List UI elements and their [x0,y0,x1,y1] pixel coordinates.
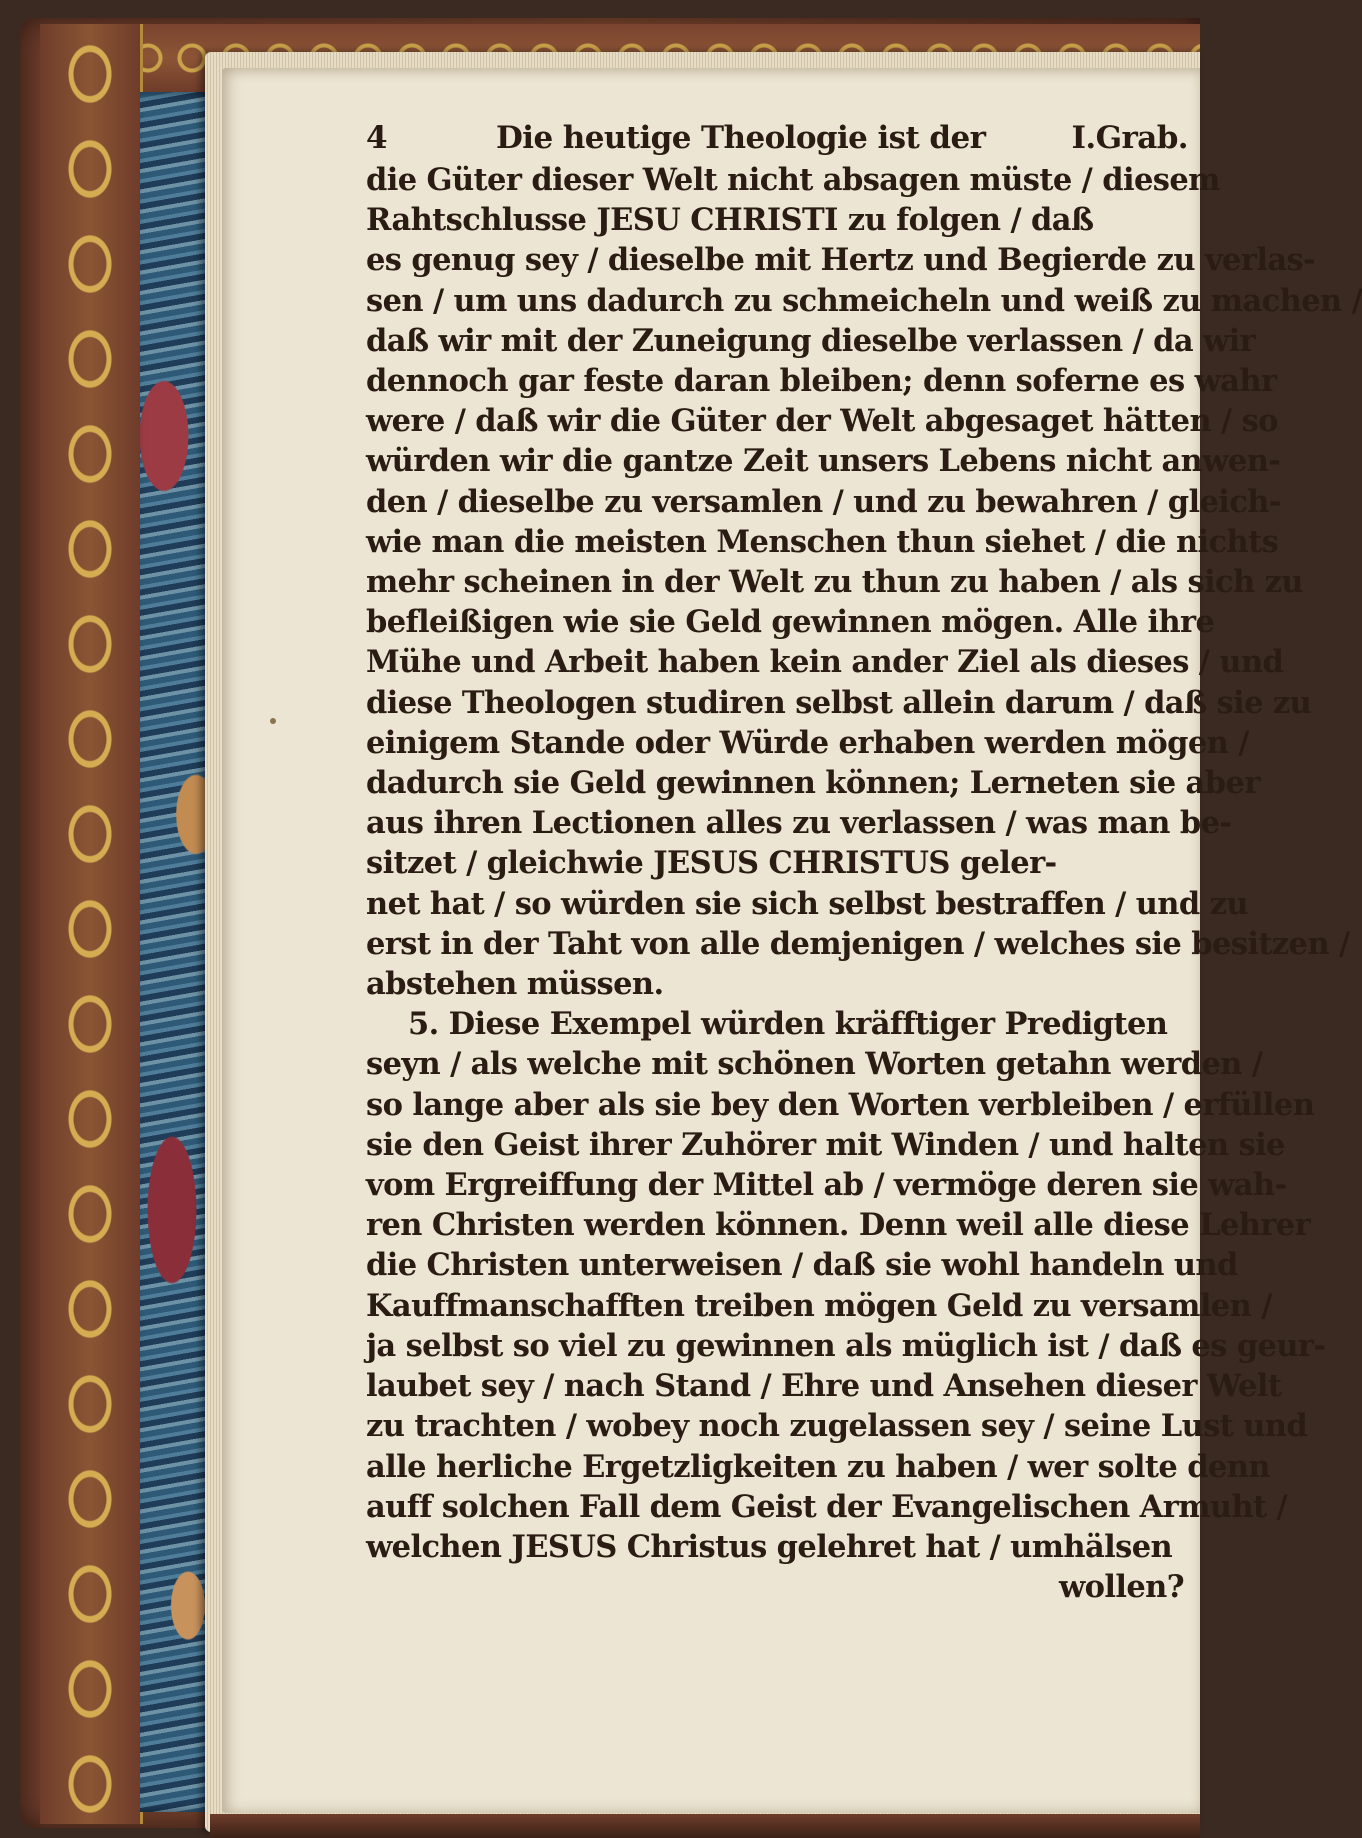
text-line: mehr scheinen in der Welt zu thun zu haben / als sich zu [366,564,1303,601]
text-line: net hat / so würden sie sich selbst bestraffen / und zu [366,885,1248,922]
text-line: zu trachten / wobey noch zugelassen sey / seine Lust und [366,1408,1308,1445]
text-line: diese Theologen studiren selbst allein darum / daß sie zu [366,684,1312,721]
text-line: alle herliche Ergetzligkeiten zu haben / wer solte denn [366,1448,1270,1485]
text-line: einigem Stande oder Würde erhaben werden mögen / [366,724,1249,761]
binding-bottom-edge [210,1814,1200,1838]
text-line: die Güter dieser Welt nicht absagen müste / diesem [366,162,1220,198]
text-line: Kauffmanschafften treiben mögen Geld zu versamlen / [366,1287,1272,1324]
text-line: es genug sey / dieselbe mit Hertz und Begierde zu verlas- [366,242,1316,279]
text-line: Rahtschlusse JESU CHRISTI zu folgen / daß [366,202,1094,239]
text-line: 5. Diese Exempel würden kräfftiger Predigten [408,1006,1168,1043]
text-line: welchen JESUS Christus gelehret hat / umhälsen [366,1528,1173,1565]
text-line: wollen? [1058,1569,1184,1606]
text-line: were / daß wir die Güter der Welt abgesaget hätten / so [366,403,1278,440]
text-line: auff solchen Fall dem Geist der Evangelischen Armuht / [366,1488,1288,1525]
text-line: seyn / als welche mit schönen Worten getahn werden / [366,1046,1263,1083]
text-line: aus ihren Lectionen alles zu verlassen / was man be- [366,805,1232,842]
text-line: sie den Geist ihrer Zuhörer mit Winden / und halten sie [366,1126,1285,1163]
text-line: den / dieselbe zu versamlen / und zu bewahren / gleich- [366,483,1281,520]
text-line: befleißigen wie sie Geld gewinnen mögen. Alle ihre [366,604,1215,641]
text-line: Mühe und Arbeit haben kein ander Ziel als dieses / und [366,644,1284,681]
running-head [366,118,1188,160]
page-number: 4 [366,120,387,156]
running-title: Die heutige Theologie ist der [496,120,986,156]
gilt-left-border [40,24,143,1824]
chapter-reference: I.Grab. [1071,120,1188,156]
text-line: vom Ergreiffung der Mittel ab / vermöge deren sie wah- [366,1167,1287,1204]
text-line: würden wir die gantze Zeit unsers Lebens nicht anwen- [366,443,1281,480]
text-line: sen / um uns dadurch zu schmeicheln und weiß zu machen / [366,282,1362,319]
paper-spot [270,718,276,724]
text-line: daß wir mit der Zuneigung dieselbe verlassen / da wir [366,322,1256,359]
text-line: abstehen müssen. [366,966,664,1003]
text-line: dennoch gar feste daran bleiben; denn soferne es wahr [366,363,1277,400]
text-line: laubet sey / nach Stand / Ehre und Ansehen dieser Welt [366,1368,1282,1405]
text-line: die Christen unterweisen / daß sie wohl handeln und [366,1247,1238,1284]
text-line: ren Christen werden können. Denn weil alle diese Lehrer [366,1207,1311,1244]
text-line: dadurch sie Geld gewinnen können; Lerneten sie aber [366,765,1260,802]
body-text [366,160,1362,1607]
text-line: sitzet / gleichwie JESUS CHRISTUS geler- [366,845,1057,882]
text-line: wie man die meisten Menschen thun siehet / die nichts [366,523,1279,560]
text-line: ja selbst so viel zu gewinnen als müglich ist / daß es geur- [366,1327,1326,1364]
text-line: so lange aber als sie bey den Worten verbleiben / erfüllen [366,1086,1315,1123]
text-line: erst in der Taht von alle demjenigen / welches sie besitzen / [366,925,1350,962]
text-block [366,118,1362,1607]
